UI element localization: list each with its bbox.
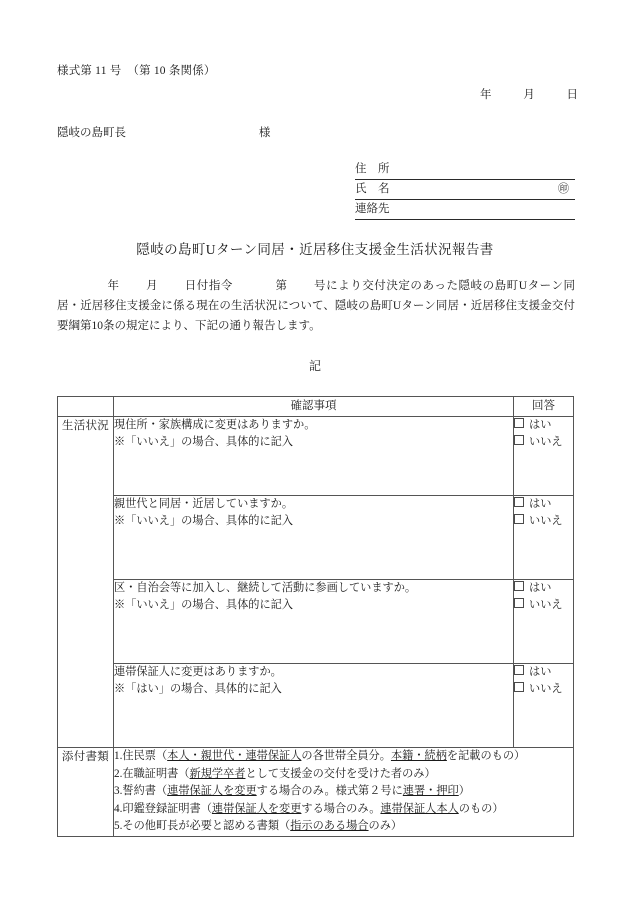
body-line2: 居・近居移住支援金に係る現在の生活状況について、隠岐の島町Uターン同居・近居移住支援金 bbox=[57, 300, 552, 312]
attachment-number: 4. bbox=[114, 802, 123, 815]
attachments-cell bbox=[114, 748, 574, 837]
body-month-label: 月 bbox=[145, 280, 159, 292]
question-note-4: ※「はい」の場合、具体的に記入 bbox=[114, 683, 282, 695]
question-note-1: ※「いいえ」の場合、具体的に記入 bbox=[114, 436, 294, 448]
answer-option-yes-4[interactable] bbox=[514, 664, 573, 681]
table-header-row bbox=[58, 397, 574, 417]
seal-icon: ㊞ bbox=[558, 183, 569, 195]
question-text-2: 親世代と同居・近居していますか。 bbox=[114, 498, 294, 510]
body-paragraph bbox=[57, 276, 575, 336]
attachment-text: を記載のもの） bbox=[446, 750, 526, 762]
attachment-emphasis: 新規学卒者 bbox=[189, 767, 246, 780]
body-year-label: 年 bbox=[107, 280, 120, 292]
attachment-text: 誓約書（ bbox=[122, 785, 168, 798]
attachment-number: 1. bbox=[114, 750, 123, 762]
checkbox-icon[interactable] bbox=[514, 497, 524, 507]
date-year-label: 年 bbox=[480, 89, 492, 101]
attachment-emphasis: 連署・押印 bbox=[402, 785, 459, 798]
applicant-address-row bbox=[355, 160, 575, 180]
answer-option-yes-1[interactable] bbox=[514, 417, 573, 434]
answer-option-no-3[interactable] bbox=[514, 597, 573, 614]
question-text-4: 連帯保証人に変更はありますか。 bbox=[114, 666, 282, 678]
attachment-number: 2. bbox=[114, 767, 123, 780]
question-text-1: 現住所・家族構成に変更はありますか。 bbox=[114, 419, 316, 431]
attachment-emphasis: 指示のある場合 bbox=[290, 820, 369, 833]
checkbox-icon[interactable] bbox=[514, 435, 524, 445]
body-dai-label: 第 bbox=[274, 280, 288, 292]
attachment-emphasis: 連帯保証人本人 bbox=[380, 802, 459, 815]
attachment-text: その他町長が必要と認める書類（ bbox=[122, 820, 291, 833]
addressee-honorific: 様 bbox=[258, 127, 271, 139]
question-cell-3 bbox=[114, 580, 514, 664]
table-corner-cell bbox=[58, 397, 114, 417]
table-row bbox=[58, 496, 574, 580]
page-title: 隠岐の島町Uターン同居・近居移住支援金生活状況報告書 bbox=[136, 242, 494, 257]
attachment-emphasis: 本人・親世代・連帯保証人 bbox=[167, 750, 302, 762]
answer-option-no-4[interactable] bbox=[514, 681, 573, 698]
table-row-attachments bbox=[58, 748, 574, 837]
body-order-label: 日付指令 bbox=[184, 280, 233, 292]
form-number: 様式第 11 号 （第 10 条関係） bbox=[57, 65, 216, 77]
applicant-contact-label: 連絡先 bbox=[355, 203, 390, 215]
answer-option-no-1[interactable] bbox=[514, 434, 573, 451]
attachment-item-3 bbox=[114, 783, 573, 801]
answer-cell-2[interactable] bbox=[514, 496, 574, 580]
attachment-text: のみ） bbox=[368, 820, 403, 833]
question-cell-1 bbox=[114, 417, 514, 496]
addressee-name: 隠岐の島町長 bbox=[57, 127, 126, 139]
checkbox-icon[interactable] bbox=[514, 514, 524, 524]
date-line bbox=[480, 86, 578, 102]
question-cell-4 bbox=[114, 664, 514, 748]
addressee-line bbox=[57, 124, 270, 140]
answer-option-yes-2[interactable] bbox=[514, 496, 573, 513]
applicant-block bbox=[355, 160, 575, 220]
answer-label-no-1: いいえ bbox=[529, 436, 563, 448]
answer-cell-1[interactable] bbox=[514, 417, 574, 496]
answer-label-no-3: いいえ bbox=[529, 599, 563, 611]
attachment-number: 5. bbox=[114, 820, 123, 833]
attachment-item-4 bbox=[114, 801, 573, 819]
date-day-label: 日 bbox=[566, 89, 578, 101]
applicant-address-label: 住 所 bbox=[355, 163, 390, 175]
table-row bbox=[58, 580, 574, 664]
checkbox-icon[interactable] bbox=[514, 682, 524, 692]
table-row bbox=[58, 417, 574, 496]
answer-label-yes-4: はい bbox=[529, 666, 552, 678]
answer-cell-3[interactable] bbox=[514, 580, 574, 664]
question-cell-2 bbox=[114, 496, 514, 580]
question-note-2: ※「いいえ」の場合、具体的に記入 bbox=[114, 515, 294, 527]
body-line3: 交付要綱第10条の規定により、下記の通り報告します。 bbox=[57, 300, 575, 332]
attachment-item-1 bbox=[114, 748, 573, 766]
applicant-contact-row bbox=[355, 200, 575, 220]
answer-label-no-2: いいえ bbox=[529, 515, 563, 527]
checkbox-icon[interactable] bbox=[514, 665, 524, 675]
attachment-emphasis: 連帯保証人を変更 bbox=[167, 785, 257, 798]
report-table bbox=[57, 396, 574, 837]
attachment-item-2 bbox=[114, 766, 573, 784]
attachment-text: ） bbox=[458, 785, 470, 798]
attachment-emphasis: 本籍・続柄 bbox=[390, 750, 447, 762]
attachment-text: する場合のみ。 bbox=[301, 802, 381, 815]
ki-marker: 記 bbox=[308, 359, 321, 373]
table-row bbox=[58, 664, 574, 748]
answer-option-no-2[interactable] bbox=[514, 513, 573, 530]
answer-cell-4[interactable] bbox=[514, 664, 574, 748]
answer-option-yes-3[interactable] bbox=[514, 580, 573, 597]
answer-label-yes-3: はい bbox=[529, 582, 552, 594]
attachment-number: 3. bbox=[114, 785, 123, 798]
attachment-text: のもの） bbox=[458, 802, 504, 815]
question-text-3: 区・自治会等に加入し、継続して活動に参画していますか。 bbox=[114, 582, 417, 594]
applicant-name-label: 氏 名 bbox=[355, 183, 390, 195]
answer-label-yes-1: はい bbox=[529, 419, 552, 431]
body-line1-rest: 号により交付決定のあった隠岐の島町Uターン同 bbox=[313, 280, 575, 292]
row-label-living-situation: 生活状況 bbox=[58, 417, 114, 748]
attachment-text: 印鑑登録証明書（ bbox=[122, 802, 212, 815]
question-note-3: ※「いいえ」の場合、具体的に記入 bbox=[114, 599, 294, 611]
applicant-name-row bbox=[355, 180, 575, 200]
attachment-emphasis: 連帯保証人を変更 bbox=[211, 802, 302, 815]
attachments-list bbox=[114, 748, 573, 836]
attachment-item-5 bbox=[114, 818, 573, 836]
attachment-text: の各世帯全員分。 bbox=[301, 750, 391, 762]
date-month-label: 月 bbox=[523, 89, 535, 101]
attachment-text: 住民票（ bbox=[122, 750, 168, 762]
table-header-item: 確認事項 bbox=[114, 397, 514, 417]
row-label-attachments: 添付書類 bbox=[58, 748, 114, 837]
attachment-text: として支援金の交付を受けた者のみ） bbox=[245, 767, 436, 780]
answer-label-no-4: いいえ bbox=[529, 683, 563, 695]
attachment-text: する場合のみ。様式第２号に bbox=[256, 785, 403, 798]
answer-label-yes-2: はい bbox=[529, 498, 552, 510]
checkbox-icon[interactable] bbox=[514, 598, 524, 608]
checkbox-icon[interactable] bbox=[514, 581, 524, 591]
attachment-text: 在職証明書（ bbox=[122, 767, 190, 780]
checkbox-icon[interactable] bbox=[514, 418, 524, 428]
table-header-answer: 回答 bbox=[514, 397, 574, 417]
